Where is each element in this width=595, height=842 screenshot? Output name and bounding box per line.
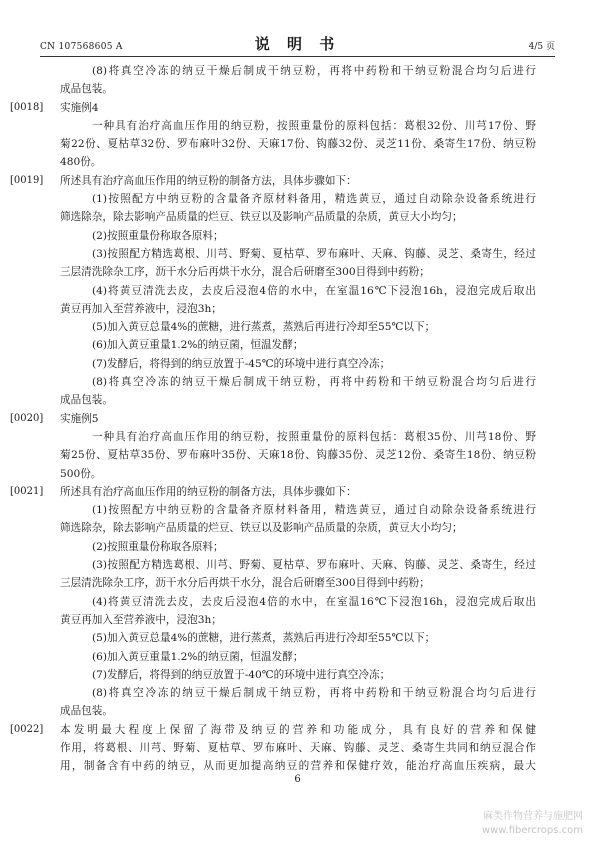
text-line: 黄豆再加入至营养液中，浸泡3h； bbox=[60, 302, 222, 315]
text-line: (4)将黄豆清洗去皮，去皮后浸泡4倍的水中，在室温16℃下浸泡16h，浸泡完成后取出 bbox=[92, 595, 536, 608]
page-header bbox=[40, 32, 555, 57]
text-line: (8)将真空冷冻的纳豆干燥后制成干纳豆粉，再将中药粉和干纳豆粉混合均匀后进行 bbox=[92, 687, 536, 700]
text-line: (8)将真空冷冻的纳豆干燥后制成干纳豆粉，再将中药粉和干纳豆粉混合均匀后进行 bbox=[92, 376, 536, 389]
text-line: 一种具有治疗高血压作用的纳豆粉，按照重量份的原料包括：葛根35份、川芎18份、野 bbox=[92, 430, 536, 443]
paragraph-text: 所述具有治疗高血压作用的纳豆粉的制备方法，具体步骤如下： bbox=[60, 174, 357, 187]
paragraph-heading-line bbox=[10, 172, 536, 190]
document-title: 说 明 书 bbox=[254, 35, 341, 53]
site-watermark bbox=[482, 810, 583, 838]
page-number: 6 bbox=[294, 774, 301, 785]
text-line: 500份。 bbox=[60, 467, 102, 480]
paragraph-number: [0021] bbox=[10, 485, 44, 497]
text-line: (7)发酵后，将得到的纳豆放置于-45℃的环境中进行真空冷冻； bbox=[92, 357, 391, 370]
text-line: 480份。 bbox=[60, 156, 102, 169]
text-line: (7)发酵后，将得到的纳豆放置于-40℃的环境中进行真空冷冻； bbox=[92, 668, 391, 681]
text-line: 作用，将葛根、川芎、野菊、夏枯草、罗布麻叶、天麻、钩藤、灵芝、桑寄生共同和纳豆混合作 bbox=[60, 741, 536, 754]
text-line: 成品包装。 bbox=[60, 705, 113, 718]
text-line: 筛选除杂，除去影响产品质量的烂豆、铁豆以及影响产品质量的杂质，黄豆大小均匀； bbox=[60, 211, 463, 224]
text-line: 成品包装。 bbox=[60, 394, 113, 407]
text-line: 菊25份、夏枯草35份、罗布麻叶35份、天麻18份、钩藤35份、灵芝12份、桑寄生18份、纳豆粉 bbox=[60, 449, 536, 462]
patent-number: CN 107568605 A bbox=[40, 42, 123, 52]
text-line: 黄豆再加入至营养液中，浸泡3h； bbox=[60, 613, 222, 626]
paragraph-heading-line bbox=[10, 483, 536, 501]
text-line: (3)按照配方精选葛根、川芎、野菊、夏枯草、罗布麻叶、天麻、钩藤、灵芝、桑寄生，经过 bbox=[92, 559, 536, 572]
paragraph-number: [0022] bbox=[10, 723, 44, 735]
text-line: (3)按照配方精选葛根、川芎、野菊、夏枯草、罗布麻叶、天麻、钩藤、灵芝、桑寄生，经过 bbox=[92, 247, 536, 260]
text-line: (2)按照重量份称取各原料； bbox=[92, 229, 224, 242]
paragraph-text: 实施例4 bbox=[60, 101, 99, 114]
document-body bbox=[10, 62, 536, 776]
paragraph-number: [0018] bbox=[10, 101, 44, 113]
text-line: (6)加入黄豆重量1.2%的纳豆菌，恒温发酵； bbox=[92, 339, 304, 352]
text-line: 三层清洗除杂工序，沥干水分后再烘干水分，混合后研磨至300目得到中药粉； bbox=[60, 266, 430, 279]
watermark-line: 麻类作物营养与施肥网 bbox=[483, 811, 583, 822]
text-line: (1)按照配方中纳豆粉的含量备齐原材料备用，精选黄豆，通过自动除杂设备系统进行 bbox=[92, 193, 536, 206]
paragraph-heading-line bbox=[10, 99, 536, 117]
text-line: (1)按照配方中纳豆粉的含量备齐原材料备用，精选黄豆，通过自动除杂设备系统进行 bbox=[92, 504, 536, 517]
text-line: (5)加入黄豆总量4%的蔗糖，进行蒸煮，蒸熟后再进行冷却至55℃以下； bbox=[92, 632, 436, 645]
text-line: (4)将黄豆清洗去皮，去皮后浸泡4倍的水中，在室温16℃下浸泡16h，浸泡完成后取出 bbox=[92, 284, 536, 297]
text-line: 成品包装。 bbox=[60, 83, 113, 96]
text-line: 三层清洗除杂工序，沥干水分后再烘干水分，混合后研磨至300目得到中药粉； bbox=[60, 577, 430, 590]
watermark-url: www.fibercrops.com bbox=[481, 825, 583, 836]
text-line: 菊22份、夏枯草32份、罗布麻叶32份、天麻17份、钩藤32份、灵芝11份、桑寄生17份、纳豆粉 bbox=[60, 138, 536, 151]
text-line: (2)按照重量份称取各原料； bbox=[92, 540, 224, 553]
paragraph-text: 本发明最大程度上保留了海带及纳豆的营养和功能成分，具有良好的营养和保健 bbox=[60, 723, 536, 736]
text-line: 一种具有治疗高血压作用的纳豆粉，按照重量份的原料包括：葛根32份、川芎17份、野 bbox=[92, 119, 536, 132]
paragraph-number: [0020] bbox=[10, 412, 44, 424]
paragraph-text: 所述具有治疗高血压作用的纳豆粉的制备方法，具体步骤如下： bbox=[60, 485, 357, 498]
text-line: (6)加入黄豆重量1.2%的纳豆菌，恒温发酵； bbox=[92, 650, 304, 663]
paragraph-heading-line bbox=[10, 410, 536, 428]
page-indicator: 4/5 页 bbox=[528, 42, 555, 52]
paragraph-number: [0019] bbox=[10, 174, 44, 186]
paragraph-heading-line bbox=[10, 721, 536, 739]
text-line: (8)将真空冷冻的纳豆干燥后制成干纳豆粉，再将中药粉和干纳豆粉混合均匀后进行 bbox=[92, 65, 536, 77]
text-line: (5)加入黄豆总量4%的蔗糖，进行蒸煮，蒸熟后再进行冷却至55℃以下； bbox=[92, 321, 436, 334]
text-line: 用，制备含有中药的纳豆，从而更加提高纳豆的营养和保健疗效，能治疗高血压疾病，最大 bbox=[60, 760, 536, 773]
paragraph-text: 实施例5 bbox=[60, 412, 99, 425]
text-line: 筛选除杂，除去影响产品质量的烂豆、铁豆以及影响产品质量的杂质，黄豆大小均匀； bbox=[60, 522, 463, 535]
